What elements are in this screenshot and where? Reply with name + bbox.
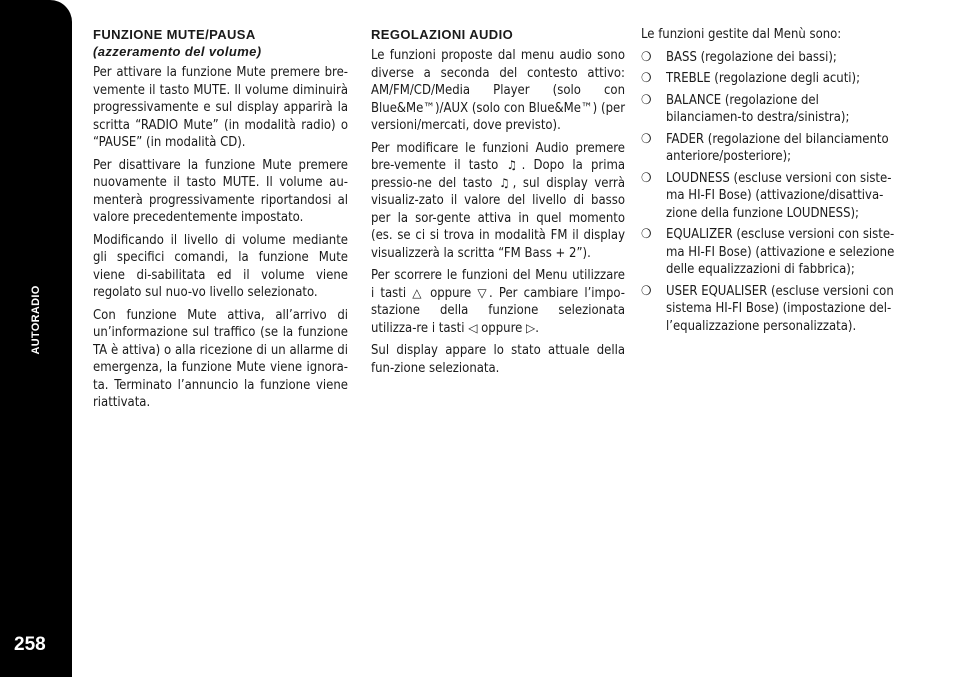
text-run: . Dopo la prima pressio-ne del tasto (371, 158, 626, 191)
paragraph: Con funzione Mute attiva, all’arrivo di un’informazione sul traffico (se la funzione TA è attiva) o alla ricezione di un allarme di emergenza, la funzione Mute viene ignora-ta. Terminato l’annuncio la funzione viene riattivata. (93, 307, 348, 410)
list-item (641, 170, 895, 223)
audio-button-icon: ♫ (506, 158, 522, 172)
list-item (641, 131, 895, 166)
heading-audio: REGOLAZIONI AUDIO (371, 27, 514, 42)
left-arrow-icon: ◁ (468, 320, 478, 335)
list-item (641, 283, 895, 336)
list-item-text: BASS (regolazione dei bassi); (666, 49, 837, 65)
intro-text: Le funzioni gestite dal Menù sono: (641, 27, 842, 42)
bullet-icon: ❍ (641, 49, 652, 65)
text-run: . Per cambiare l’impo-stazione della funzione selezionata utilizza-re i tasti (371, 285, 625, 336)
function-list (641, 49, 895, 336)
up-arrow-icon: △ (412, 285, 424, 300)
column-mute (93, 26, 348, 417)
paragraph: Sul display appare lo stato attuale della fun-zione selezionata. (371, 343, 625, 376)
column-menu-functions (641, 26, 895, 339)
text-run: Per scorrere le funzioni del Menu utilizzare i tasti (371, 268, 625, 301)
column-audio (371, 26, 625, 382)
list-item-text: EQUALIZER (escluse versioni con siste-ma HI-FI Bose) (attivazione e selezione delle equalizzazioni di fabbrica); (666, 227, 895, 277)
paragraph: Modificando il livello di volume mediante gli specifici comandi, la funzione Mute viene di-sabilitata ed il volume viene regolato sul nuo-vo livello selezionato. (93, 232, 348, 300)
section-label: AUTORADIO (30, 285, 42, 355)
down-arrow-icon: ▽ (477, 285, 490, 300)
list-item-text: TREBLE (regolazione degli acuti); (666, 71, 861, 86)
bullet-icon: ❍ (641, 283, 652, 299)
list-item-text: LOUDNESS (escluse versioni con siste-ma HI-FI Bose) (attivazione/disattiva-zione della funzione LOUDNESS); (666, 170, 892, 221)
paragraph (371, 267, 625, 337)
bullet-icon: ❍ (641, 170, 652, 186)
list-item-text: USER EQUALISER (escluse versioni con sistema HI-FI Bose) (impostazione del-l’equalizzazione personalizzata). (666, 283, 894, 334)
bullet-icon: ❍ (641, 71, 652, 86)
paragraph: Per disattivare la funzione Mute premere nuovamente il tasto MUTE. Il volume au-menterà progressivamente riportandosi al valore precedentemente impostato. (93, 157, 348, 225)
paragraph (371, 140, 625, 263)
list-item (641, 70, 895, 88)
side-tab (0, 0, 72, 677)
bullet-icon: ❍ (641, 92, 652, 108)
bullet-icon: ❍ (641, 227, 652, 242)
heading-mute-line2: (azzeramento del volume) (93, 44, 262, 59)
list-item-text: FADER (regolazione del bilanciamento anteriore/posteriore); (666, 131, 889, 164)
audio-button-icon: ♫ (499, 175, 513, 190)
list-item (641, 92, 895, 127)
heading-mute-line1: FUNZIONE MUTE/PAUSA (93, 27, 256, 42)
text-run: . (535, 320, 539, 336)
page-number: 258 (14, 634, 46, 655)
paragraph: Le funzioni proposte dal menu audio sono diverse a seconda del contesto attivo: AM/FM/CD/Media Player (solo con Blue&Me™)/AUX (solo con Blue&Me™) (per versioni/mercati, dove previsto). (371, 48, 625, 133)
heading-mute (93, 26, 348, 60)
text-run: , sul display verrà visualiz-zato il valore del livello di basso per la sor-gente attiva in quel momento (es. se ci si trova in modalità FM il display visualizzerà la scritta “FM Bass + 2”). (371, 175, 626, 261)
list-item (641, 49, 895, 67)
text-run: oppure (430, 285, 472, 301)
text-run: Per modificare le funzioni Audio premere bre-vemente il tasto (371, 140, 625, 173)
right-arrow-icon: ▷ (526, 320, 536, 335)
paragraph: Per attivare la funzione Mute premere bre-vemente il tasto MUTE. Il volume diminuirà progressivamente e sul display apparirà la scritta “RADIO Mute” (in modalità radio) o “PAUSE” (in modalità CD). (93, 65, 348, 150)
bullet-icon: ❍ (641, 131, 652, 147)
list-item-text: BALANCE (regolazione del bilanciamen-to destra/sinistra); (666, 92, 850, 125)
list-item (641, 226, 895, 279)
text-run: oppure (481, 320, 523, 336)
